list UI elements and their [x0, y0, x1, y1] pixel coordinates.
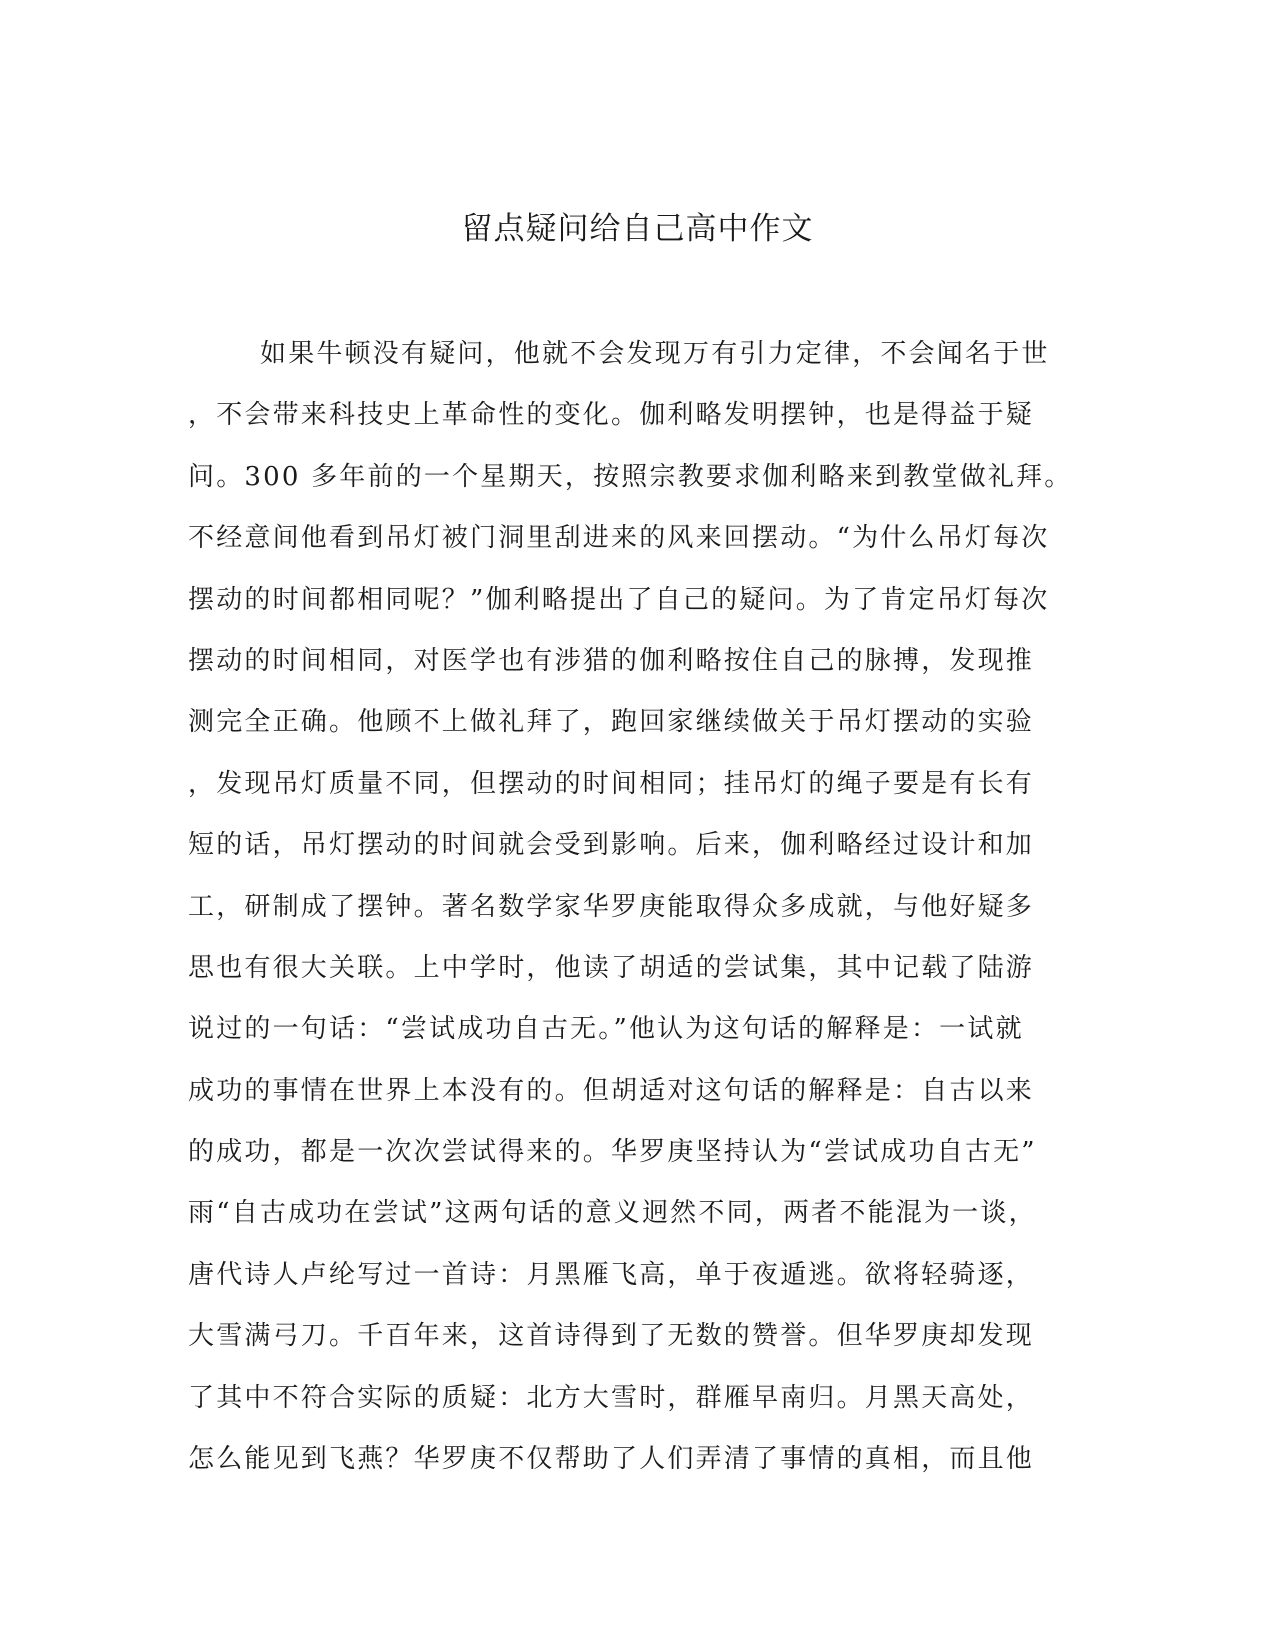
essay-line: 的成功，都是一次次尝试得来的。华罗庚坚持认为“尝试成功自古无” — [188, 1137, 1037, 1168]
essay-line: 成功的事情在世界上本没有的。但胡适对这句话的解释是：自古以来 — [188, 1075, 1035, 1106]
essay-line: 摆动的时间相同，对医学也有涉猎的伽利略按住自己的脉搏，发现推 — [188, 645, 1035, 676]
essay-line: 了其中不符合实际的质疑：北方大雪时，群雁早南归。月黑天高处， — [188, 1382, 1035, 1413]
essay-line: 如果牛顿没有疑问，他就不会发现万有引力定律，不会闻名于世 — [260, 339, 1050, 369]
essay-line: 大雪满弓刀。千百年来，这首诗得到了无数的赞誉。但华罗庚却发现 — [188, 1321, 1035, 1352]
essay-line: 怎么能见到飞燕？华罗庚不仅帮助了人们弄清了事情的真相，而且他 — [188, 1444, 1035, 1475]
essay-body — [188, 324, 1073, 1490]
essay-line: 问。300 多年前的一个星期天，按照宗教要求伽利略来到教堂做礼拜。 — [188, 461, 1073, 492]
essay-line: 工，研制成了摆钟。著名数学家华罗庚能取得众多成就，与他好疑多 — [188, 891, 1035, 922]
essay-line: 短的话，吊灯摆动的时间就会受到影响。后来，伽利略经过设计和加 — [188, 830, 1035, 861]
essay-line: ，发现吊灯质量不同，但摆动的时间相同；挂吊灯的绳子要是有长有 — [188, 768, 1035, 799]
essay-line: 说过的一句话：“尝试成功自古无。”他认为这句话的解释是：一试就 — [188, 1014, 1024, 1045]
essay-line: 唐代诗人卢纶写过一首诗：月黑雁飞高，单于夜遁逃。欲将轻骑逐， — [188, 1259, 1035, 1290]
essay-line: ，不会带来科技史上革命性的变化。伽利略发明摆钟，也是得益于疑 — [188, 400, 1035, 431]
essay-line: 思也有很大关联。上中学时，他读了胡适的尝试集，其中记载了陆游 — [188, 952, 1035, 983]
essay-line: 测完全正确。他顾不上做礼拜了，跑回家继续做关于吊灯摆动的实验 — [188, 707, 1035, 738]
document-title: 留点疑问给自己高中作文 — [461, 211, 814, 247]
essay-line: 雨“自古成功在尝试”这两句话的意义迥然不同，两者不能混为一谈， — [188, 1198, 1037, 1229]
essay-line: 摆动的时间都相同呢？”伽利略提出了自己的疑问。为了肯定吊灯每次 — [188, 584, 1050, 615]
essay-line: 不经意间他看到吊灯被门洞里刮进来的风来回摆动。“为什么吊灯每次 — [188, 523, 1050, 554]
